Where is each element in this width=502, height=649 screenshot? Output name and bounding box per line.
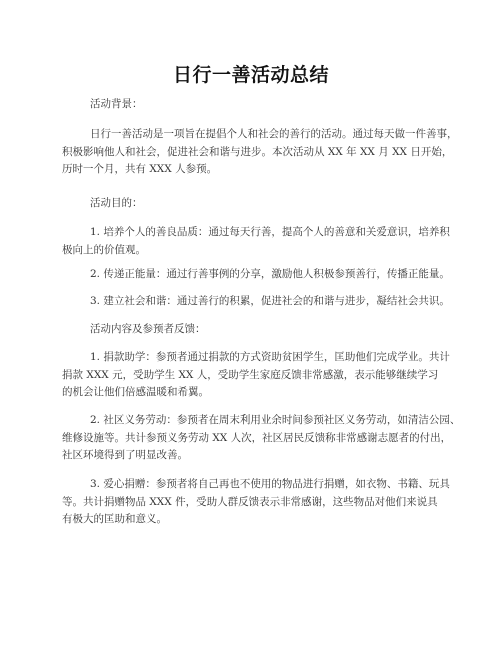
content-label: 活动内容及参预者反馈： <box>90 323 206 335</box>
content-item-2-line: 维修设施等。共计参预义务劳动 XX 人次，社区居民反馈称非常感谢志愿者的付出， <box>62 431 452 444</box>
page-title: 日行一善活动总结 <box>172 64 329 86</box>
content-item-3 <box>62 476 450 529</box>
background-line: 积极影响他人和社会，促进社会和谐与进步。本次活动从 XX 年 XX 月 XX 日开始， <box>62 145 453 158</box>
purpose-item-3 <box>62 293 450 311</box>
content-item-2-line: 2. 社区义务劳动：参预者在周末利用业余时间参预社区义务劳动，如清洁公园、 <box>90 414 461 426</box>
content-item-1-line: 1. 捐款助学：参预者通过捐款的方式资助贫困学生，匡助他们完成学业。共计 <box>90 351 450 363</box>
content-item-1-line: 捐款 XXX 元，受助学生 XX 人，受助学生家庭反馈非常感激，表示能够继续学习 <box>62 368 439 381</box>
content-item-3-line: 3. 爱心捐赠：参预者将自己再也不使用的物品进行捐赠，如衣物、书籍、玩具 <box>90 478 450 490</box>
purpose-item-1-line: 极向上的价值观。 <box>62 243 146 256</box>
content-item-2-line: 社区环境得到了明显改善。 <box>62 449 188 461</box>
purpose-item-3-line: 3. 建立社会和谐：通过善行的积累，促进社会的和谐与进步，凝结社会共识。 <box>90 295 450 307</box>
content-item-1-line: 的机会让他们倍感温暖和希翼。 <box>62 386 209 398</box>
content-item-3-line: 有极大的匡助和意义。 <box>62 513 167 525</box>
purpose-item-2-line: 2. 传递正能量：通过行善事例的分享，激励他人积极参预善行，传播正能量。 <box>90 268 450 280</box>
content-item-1 <box>62 349 450 402</box>
background-line: 日行一善活动是一项旨在提倡个人和社会的善行的活动。通过每天做一件善事， <box>90 128 458 140</box>
content-item-2 <box>62 412 461 465</box>
content-item-3-line: 等。共计捐赠物品 XXX 件，受助人群反馈表示非常感谢，这些物品对他们来说具 <box>62 495 438 508</box>
background-label: 活动背景： <box>90 98 143 110</box>
purpose-item-1-line: 1. 培养个人的善良品质：通过每天行善，提高个人的善意和关爱意识，培养积 <box>90 226 450 238</box>
background-paragraph <box>62 126 458 179</box>
purpose-item-2 <box>62 266 450 284</box>
background-line: 历时一个月，共有 XXX 人参预。 <box>62 163 218 175</box>
purpose-item-1 <box>62 224 450 259</box>
purpose-label: 活动目的： <box>90 197 143 209</box>
